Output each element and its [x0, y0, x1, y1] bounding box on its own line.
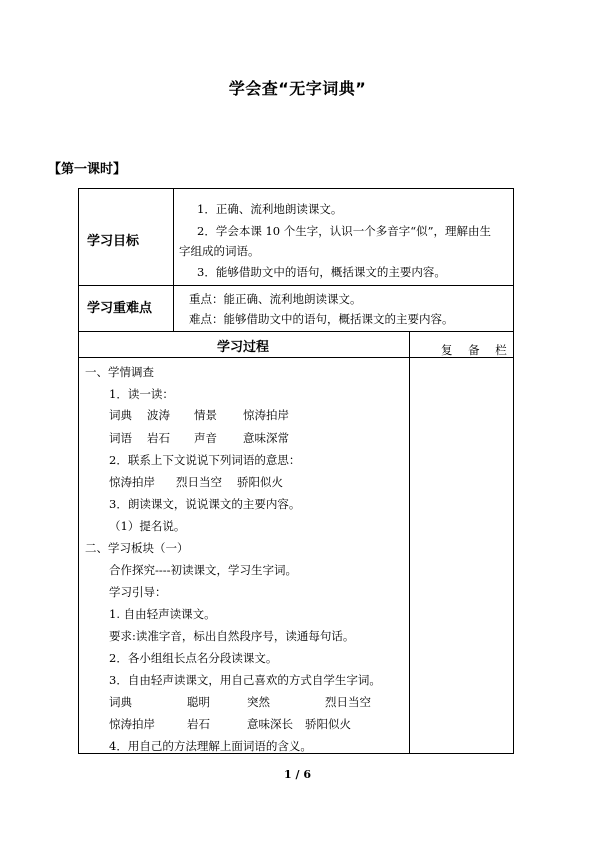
- word-item: 词典: [109, 695, 132, 709]
- process-line: 合作探究----初读课文，学习生字词。: [109, 563, 298, 577]
- goal-line-1: 1．正确、流利地朗读课文。: [197, 202, 343, 216]
- word-item: 意味深常: [243, 431, 289, 445]
- word-item: 声音: [194, 431, 217, 445]
- keypoints-label: 学习重难点: [87, 301, 153, 316]
- row-divider-1: [79, 285, 513, 286]
- process-line: 2．联系上下文说说下列词语的意思：: [109, 453, 301, 467]
- process-line: 3．朗读课文，说说课文的主要内容。: [109, 497, 301, 511]
- process-line: 要求:读准字音，标出自然段序号，读通每句话。: [109, 629, 355, 643]
- word-item: 突然: [247, 695, 270, 709]
- process-line: （1）提名说。: [109, 519, 186, 533]
- word-item: 烈日当空: [325, 695, 371, 709]
- process-line: 1. 自由轻声读课文。: [109, 607, 216, 621]
- process-line: 2．各小组组长点名分段读课文。: [109, 651, 278, 665]
- row-divider-2: [79, 331, 513, 332]
- keypoint-line-1: 重点：能正确、流利地朗读课文。: [189, 292, 362, 306]
- section-heading: 【第一课时】: [48, 162, 127, 177]
- word-item: 意味深长: [247, 717, 293, 731]
- goal-line-3: 字组成的词语。: [179, 244, 260, 258]
- process-line: 二、学习板块（一）: [85, 541, 189, 555]
- process-line: 1．读一读：: [109, 387, 174, 401]
- col-divider-right: [409, 331, 410, 754]
- word-item: 惊涛拍岸: [109, 475, 155, 489]
- goals-label: 学习目标: [87, 234, 140, 249]
- process-line: 学习引导：: [109, 585, 167, 599]
- process-line: 一、学情调查: [85, 365, 154, 379]
- word-item: 情景: [194, 408, 217, 422]
- goal-line-4: 3．能够借助文中的语句，概括课文的主要内容。: [197, 265, 446, 279]
- word-item: 惊涛拍岸: [109, 717, 155, 731]
- word-item: 聪明: [187, 695, 210, 709]
- word-item: 烈日当空: [176, 475, 222, 489]
- word-item: 惊涛拍岸: [243, 408, 289, 422]
- col-divider-left: [173, 189, 174, 332]
- process-line: 4．用自己的方法理解上面词语的含义。: [109, 739, 312, 753]
- keypoint-line-2: 难点：能够借助文中的语句，概括课文的主要内容。: [189, 312, 454, 326]
- process-line: 3．自由轻声读课文，用自己喜欢的方式自学生字词。: [109, 673, 381, 687]
- word-item: 骄阳似火: [305, 717, 351, 731]
- word-item: 骄阳似火: [237, 475, 283, 489]
- word-item: 岩石: [187, 717, 210, 731]
- word-item: 岩石: [147, 431, 170, 445]
- process-header: 学习过程: [217, 340, 270, 355]
- word-item: 词语: [109, 431, 132, 445]
- document-title: 学会查“无字词典”: [228, 79, 367, 98]
- review-column-header: 复 备 栏: [441, 343, 513, 357]
- goal-line-2: 2．学会本课 10 个生字，认识一个多音字“似”，理解由生: [197, 224, 492, 238]
- word-item: 词典: [109, 408, 132, 422]
- lesson-table: [78, 188, 514, 754]
- page-number: 1 / 6: [284, 768, 311, 781]
- word-item: 波涛: [147, 408, 170, 422]
